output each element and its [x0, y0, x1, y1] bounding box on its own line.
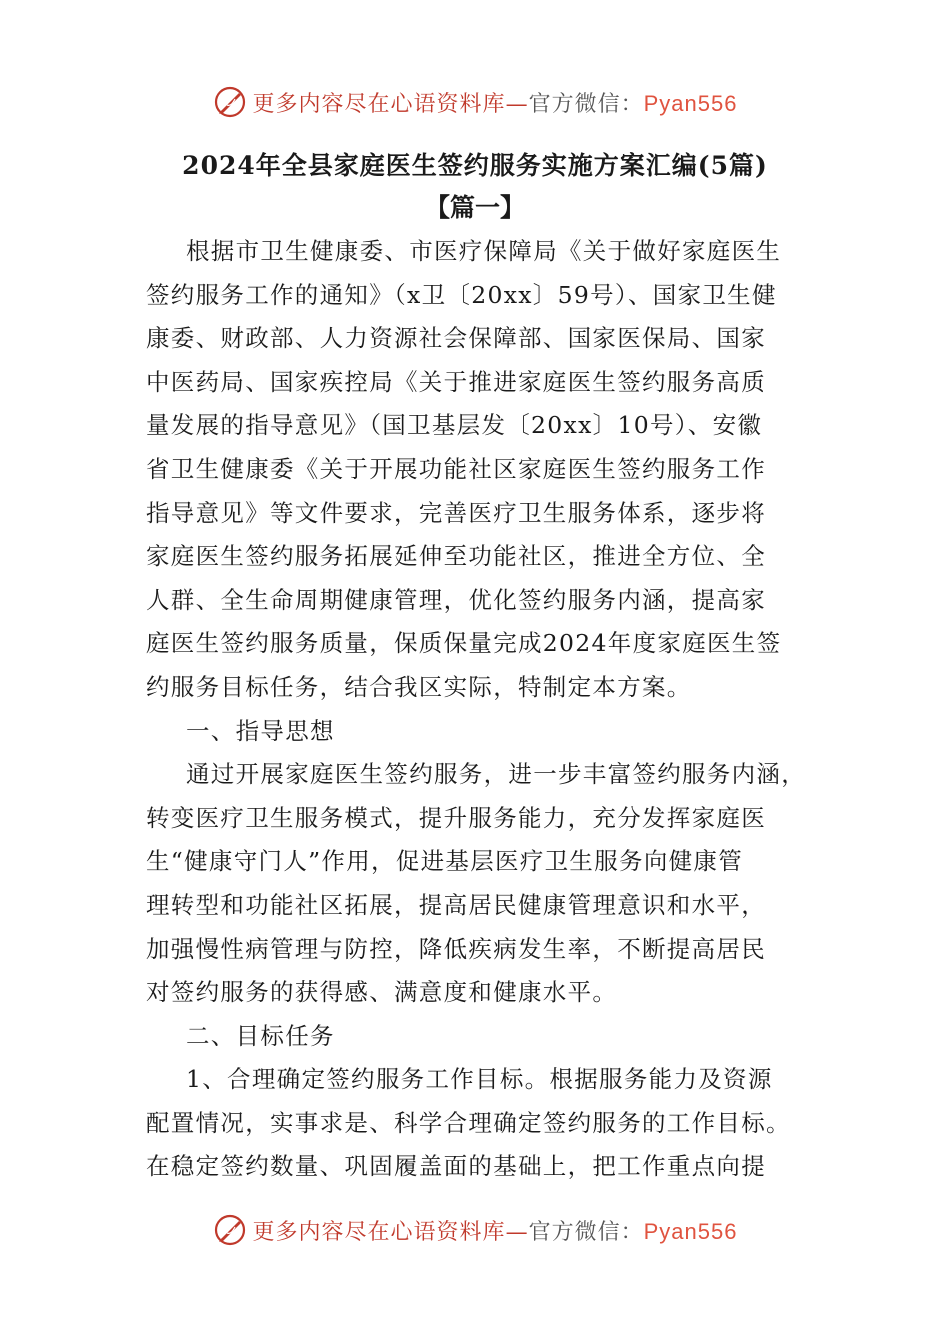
watermark-official-label: 官方微信：: [528, 1219, 644, 1245]
watermark-text: [253, 1215, 738, 1246]
watermark-dash: —: [505, 91, 529, 117]
watermark-wechat-id: Pyan556: [643, 1218, 738, 1244]
body-line: 配置情况，实事求是、科学合理确定签约服务的工作目标。: [146, 1108, 791, 1137]
body-line: 理转型和功能社区拓展，提高居民健康管理意识和水平，: [146, 890, 766, 919]
header-watermark-banner: [0, 80, 950, 124]
body-line: 中医药局、国家疾控局《关于推进家庭医生签约服务高质: [146, 367, 766, 396]
section-heading-goals: 二、目标任务: [186, 1021, 335, 1050]
body-line: 康委、财政部、人力资源社会保障部、国家医保局、国家: [146, 324, 766, 353]
body-line: 生“健康守门人”作用，促进基层医疗卫生服务向健康管: [146, 847, 744, 876]
body-line: 省卫生健康委《关于开展功能社区家庭医生签约服务工作: [146, 454, 766, 483]
watermark-dash: —: [505, 1219, 529, 1245]
body-line: 指导意见》等文件要求，完善医疗卫生服务体系，逐步将: [146, 498, 766, 527]
body-line: 根据市卫生健康委、市医疗保障局《关于做好家庭医生: [186, 237, 782, 265]
footer-watermark-banner: [0, 1208, 950, 1252]
quill-pen-logo-icon: [213, 1213, 247, 1247]
watermark-main-text: 更多内容尽在心语资料库: [252, 91, 506, 117]
quill-pen-logo-icon: [213, 85, 247, 119]
document-body: [146, 230, 810, 1189]
body-line: 签约服务工作的通知》（x卫〔20xx〕59号）、国家卫生健: [146, 280, 777, 309]
body-line: 约服务目标任务，结合我区实际，特制定本方案。: [146, 672, 692, 701]
body-line: 通过开展家庭医生签约服务，进一步丰富签约服务内涵，: [186, 760, 806, 789]
watermark-official-label: 官方微信：: [528, 91, 644, 117]
watermark-main-text: 更多内容尽在心语资料库: [252, 1219, 506, 1245]
watermark-text: [253, 87, 738, 118]
section-heading-guiding-ideology: 一、指导思想: [186, 716, 335, 745]
body-line: 在稳定签约数量、巩固履盖面的基础上，把工作重点向提: [146, 1152, 766, 1181]
body-line: 量发展的指导意见》（国卫基层发〔20xx〕10号）、安徽: [146, 411, 763, 440]
body-line: 庭医生签约服务质量，保质保量完成2024年度家庭医生签: [146, 629, 782, 658]
body-line: 转变医疗卫生服务模式，提升服务能力，充分发挥家庭医: [146, 803, 766, 832]
body-line: 加强慢性病管理与防控，降低疾病发生率，不断提高居民: [146, 934, 766, 963]
body-line: 对签约服务的获得感、满意度和健康水平。: [146, 978, 618, 1007]
watermark-wechat-id: Pyan556: [643, 90, 738, 116]
document-title: 2024年全县家庭医生签约服务实施方案汇编(5篇): [182, 151, 768, 180]
body-line: 1、合理确定签约服务工作目标。根据服务能力及资源: [186, 1065, 773, 1094]
section-label: 【篇一】: [424, 193, 525, 222]
body-line: 人群、全生命周期健康管理，优化签约服务内涵，提高家: [146, 585, 766, 614]
body-line: 家庭医生签约服务拓展延伸至功能社区，推进全方位、全: [146, 542, 766, 571]
